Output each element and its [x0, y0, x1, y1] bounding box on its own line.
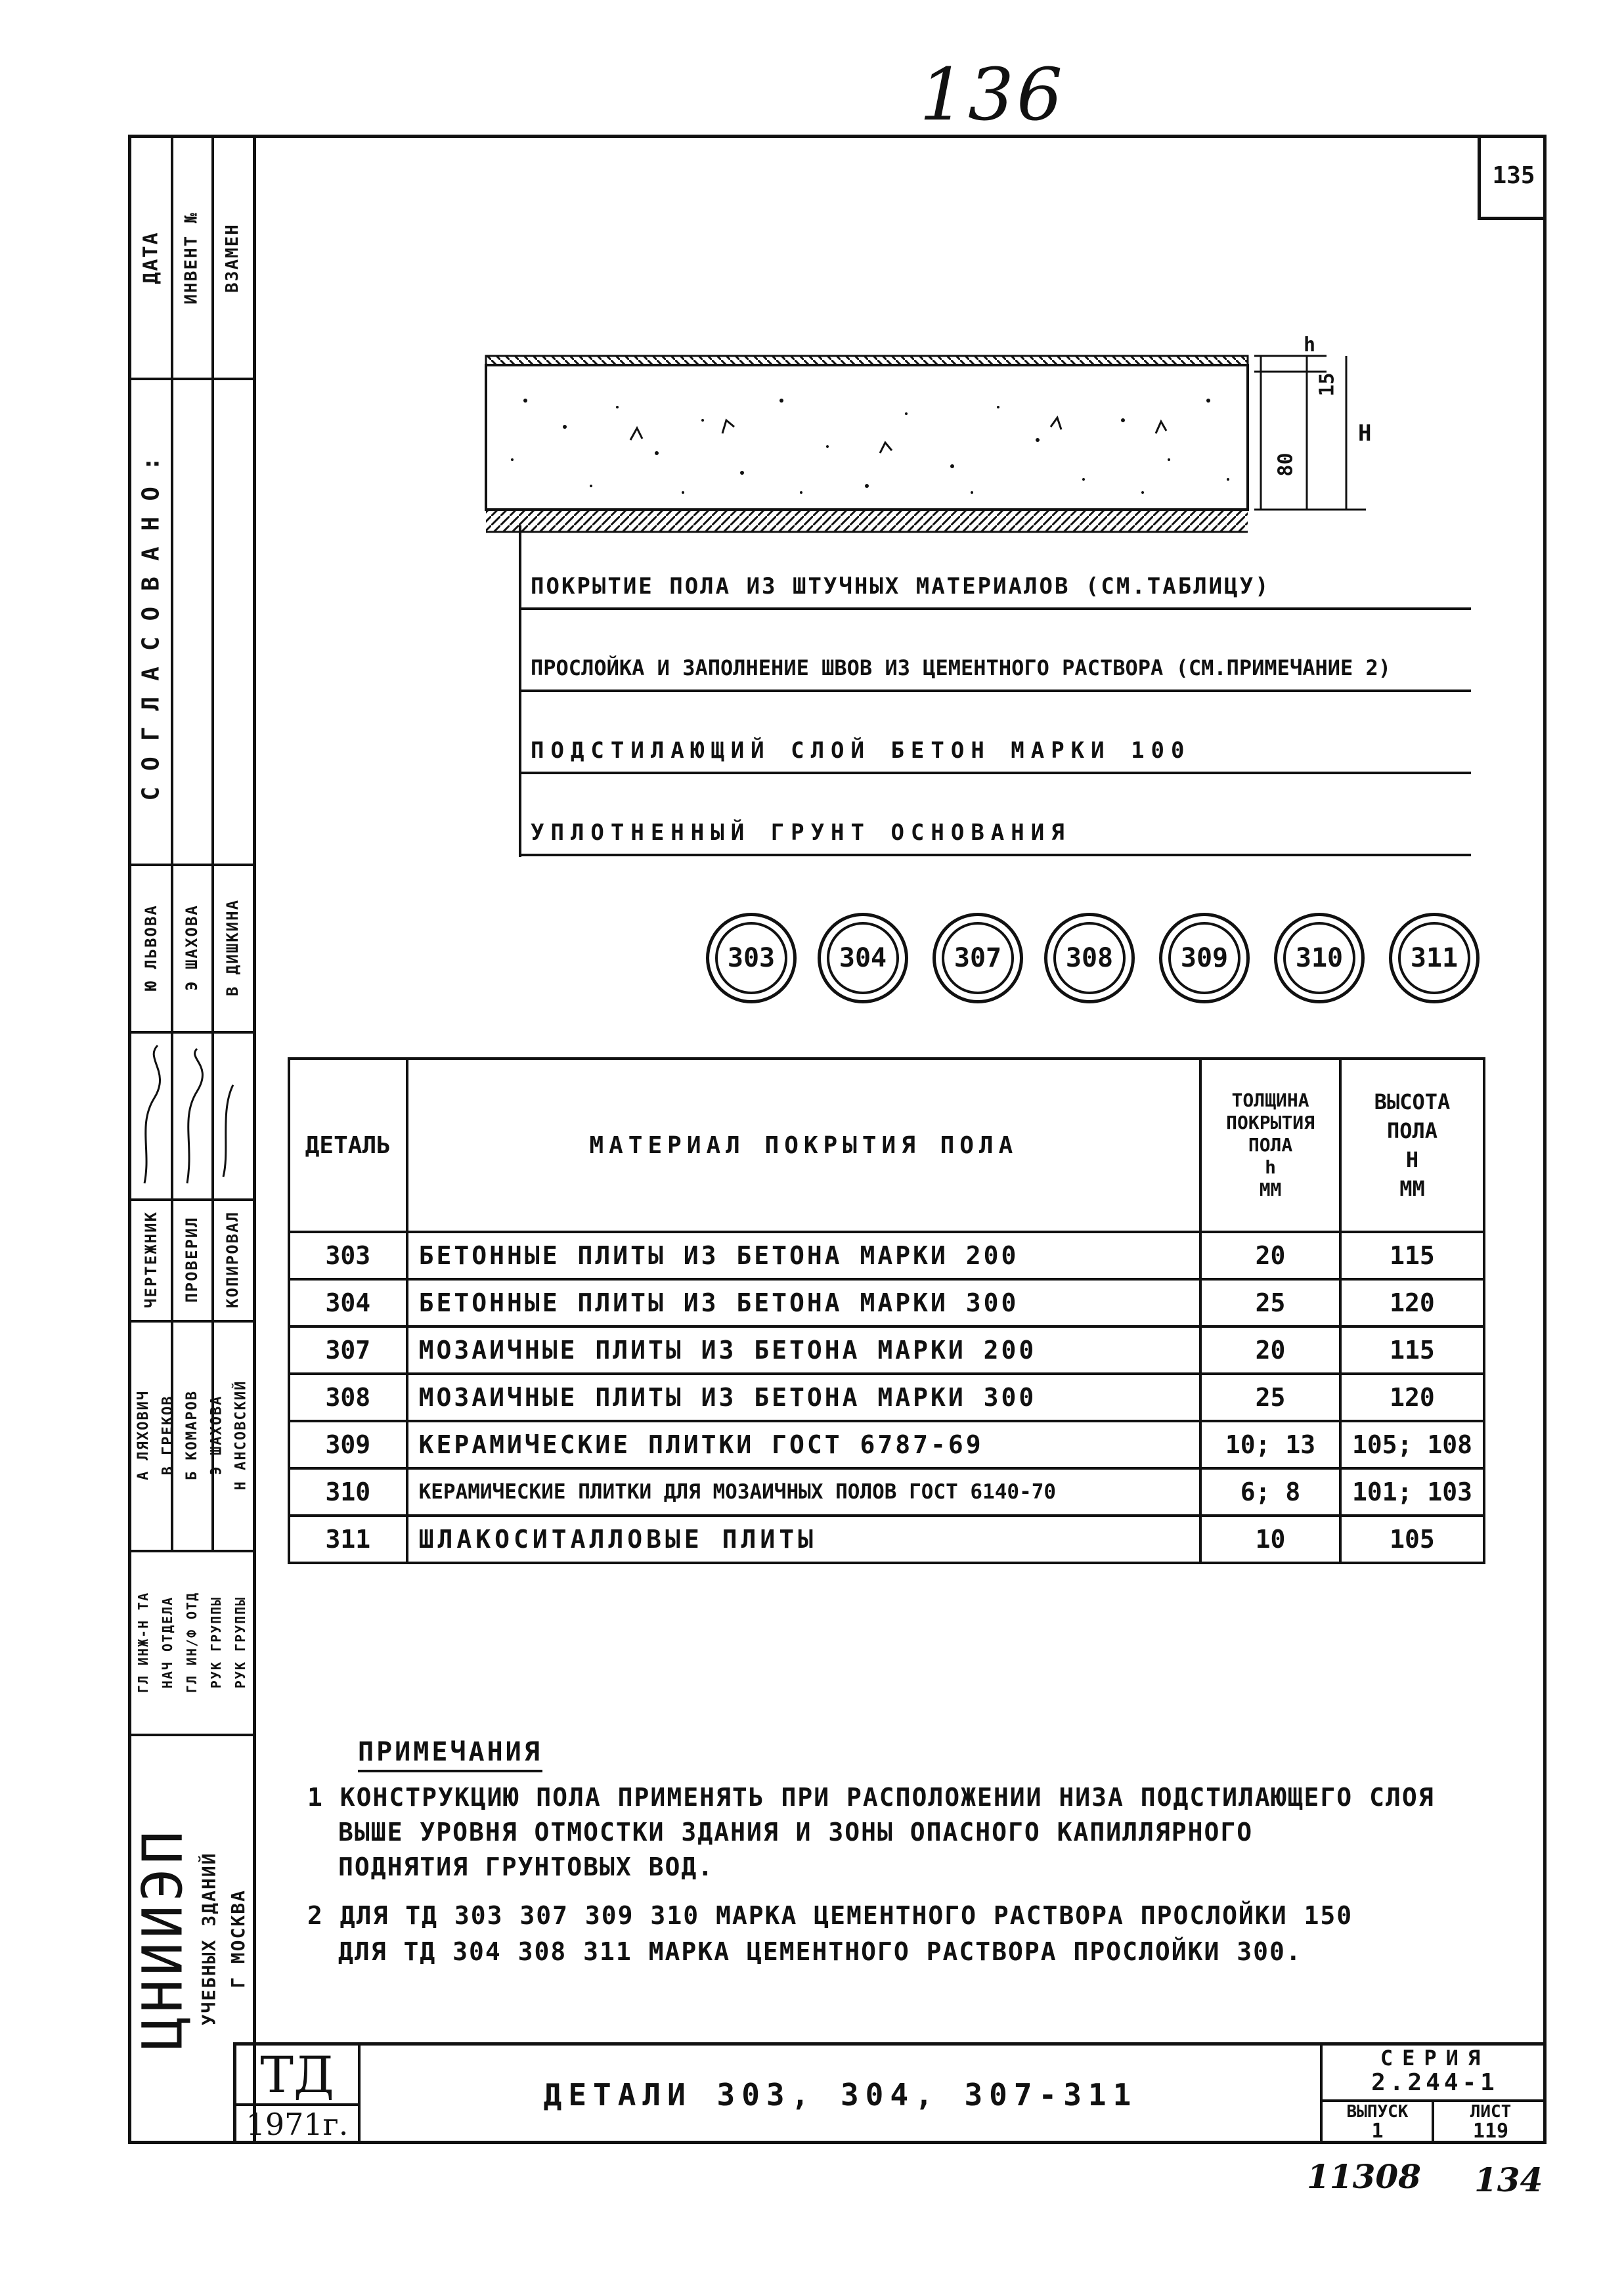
corner-sheet-box [1478, 135, 1547, 220]
cell-height: 105; 108 [1340, 1421, 1484, 1468]
sidebar-cell [172, 138, 211, 378]
note-1-line: ПОДНЯТИЯ ГРУНТОВЫХ ВОД. [338, 1852, 714, 1881]
cell-material: МОЗАИЧНЫЕ ПЛИТЫ ИЗ БЕТОНА МАРКИ 300 [407, 1374, 1201, 1421]
cell-detail: 308 [289, 1374, 407, 1421]
mark-number: 303 [727, 943, 776, 973]
sidebar-cell [131, 1551, 156, 1734]
cell-height: 101; 103 [1340, 1468, 1484, 1516]
layer-label: ПОКРЫТИЕ ПОЛА ИЗ ШТУЧНЫХ МАТЕРИАЛОВ (СМ.ТАБЛИЦУ) [531, 573, 1271, 600]
chief-role: ГЛ ИНЖ-Н ТА [135, 1591, 152, 1694]
org-city: Г МОСКВА [227, 1889, 250, 1988]
header-height-line: ВЫСОТА [1374, 1089, 1451, 1114]
corner-sheet-number: 135 [1492, 162, 1535, 189]
cell-thickness: 20 [1200, 1326, 1340, 1374]
header-detail: ДЕТАЛЬ [289, 1059, 407, 1232]
chief-role: НАЧ ОТДЕЛА [160, 1596, 176, 1689]
table-row [289, 1468, 1484, 1516]
sidebar-cell [131, 1320, 156, 1550]
title-cell [361, 2046, 1320, 2144]
code-cell [236, 2046, 358, 2103]
mark-number: 311 [1410, 943, 1459, 973]
sidebar-inventory-label: ИНВЕНТ № [182, 211, 202, 305]
series-number: 2.244-1 [1371, 2069, 1499, 2096]
sidebar-replace-label: ВЗАМЕН [223, 223, 243, 293]
header-thickness-line: h [1265, 1156, 1276, 1178]
note-1-line: 1 КОНСТРУКЦИЮ ПОЛА ПРИМЕНЯТЬ ПРИ РАСПОЛОЖЕНИИ НИЗА ПОДСТИЛАЮЩЕГО СЛОЯ [307, 1783, 1435, 1812]
sidebar-date-label: ДАТА [139, 231, 163, 284]
sidebar-cell [204, 1551, 229, 1734]
issue-cell [1323, 2102, 1432, 2144]
series-label: СЕРИЯ [1380, 2046, 1490, 2070]
table-header-row [289, 1059, 1484, 1232]
staff-name: В ДИШКИНА [223, 898, 242, 996]
sidebar-cell [131, 864, 171, 1031]
table-row [289, 1232, 1484, 1279]
sidebar-cell [131, 378, 171, 864]
sidebar-cell [180, 1551, 204, 1734]
detail-mark-308 [1044, 913, 1135, 1003]
chief-role: РУК ГРУППЫ [208, 1596, 225, 1689]
signatures-drawing [131, 1032, 253, 1198]
doc-code: ТД [260, 2045, 334, 2104]
staff-role: ЧЕРТЕЖНИК [142, 1210, 161, 1308]
detail-mark-310 [1274, 913, 1365, 1003]
layer-label: ПРОСЛОЙКА И ЗАПОЛНЕНИЕ ШВОВ ИЗ ЦЕМЕНТНОГО РАСТВОРА (СМ.ПРИМЕЧАНИЕ 2) [531, 655, 1392, 680]
cell-height: 120 [1340, 1374, 1484, 1421]
sidebar-cell [172, 1198, 211, 1320]
header-thickness-line: ПОКРЫТИЯ [1226, 1112, 1315, 1133]
top-page-number: 136 [919, 53, 1065, 137]
layer-label: ПОДСТИЛАЮЩИЙ СЛОЙ БЕТОН МАРКИ 100 [531, 737, 1191, 764]
sidebar-cell [156, 1551, 180, 1734]
dim-15-label: 15 [1315, 372, 1339, 397]
detail-mark-303 [706, 913, 797, 1003]
sidebar-cell [213, 864, 252, 1031]
title-block [233, 2042, 1547, 2144]
detail-mark-311 [1389, 913, 1480, 1003]
table-row [289, 1421, 1484, 1468]
header-height-line: ММ [1399, 1176, 1425, 1201]
sidebar-cell [131, 1735, 194, 2142]
detail-mark-307 [933, 913, 1023, 1003]
title-block-divider [1320, 2046, 1323, 2144]
sidebar-cell [180, 1320, 204, 1550]
mark-number: 304 [839, 943, 887, 973]
org-main-name: ЦНИИЭП [130, 1827, 195, 2050]
cell-thickness: 25 [1200, 1279, 1340, 1326]
cell-thickness: 10 [1200, 1516, 1340, 1563]
sidebar-cell [131, 1198, 171, 1320]
issue-label: ВЫПУСК [1346, 2102, 1409, 2122]
sidebar-cell [131, 138, 171, 378]
chief-role: ГЛ ИН/Ф ОТД [184, 1591, 200, 1694]
table-row [289, 1374, 1484, 1421]
chief-name: Э ШАХОВА [208, 1395, 225, 1475]
staff-name: Ю ЛЬВОВА [142, 904, 160, 991]
mark-number: 310 [1295, 943, 1344, 973]
note-1-line: ВЫШЕ УРОВНЯ ОТМОСТКИ ЗДАНИЯ И ЗОНЫ ОПАСНОГО КАПИЛЛЯРНОГО [338, 1818, 1254, 1847]
cell-detail: 303 [289, 1232, 407, 1279]
materials-table [288, 1057, 1485, 1564]
cell-detail: 307 [289, 1326, 407, 1374]
cell-height: 115 [1340, 1232, 1484, 1279]
chief-name: В ГРЕКОВ [160, 1395, 176, 1475]
cell-material: МОЗАИЧНЫЕ ПЛИТЫ ИЗ БЕТОНА МАРКИ 200 [407, 1326, 1201, 1374]
cell-thickness: 20 [1200, 1232, 1340, 1279]
title-block-divider [1432, 2099, 1434, 2144]
staff-role: КОПИРОВАЛ [223, 1210, 242, 1308]
leader-line [519, 607, 1471, 610]
dim-h-label: h [1304, 334, 1316, 357]
year-cell [236, 2105, 358, 2144]
cell-height: 105 [1340, 1516, 1484, 1563]
cell-detail: 311 [289, 1516, 407, 1563]
sidebar-cell [172, 864, 211, 1031]
staff-role: ПРОВЕРИЛ [183, 1216, 201, 1303]
cell-height: 120 [1340, 1279, 1484, 1326]
cell-material: КЕРАМИЧЕСКИЕ ПЛИТКИ ДЛЯ МОЗАИЧНЫХ ПОЛОВ ГОСТ 6140-70 [407, 1468, 1201, 1516]
detail-mark-309 [1159, 913, 1250, 1003]
table-row [289, 1279, 1484, 1326]
bottom-handwritten-number: 11308 [1307, 2157, 1421, 2196]
leader-line [519, 772, 1471, 774]
sidebar-cell [229, 1320, 253, 1550]
header-height [1340, 1059, 1484, 1232]
title-block-divider [358, 2046, 361, 2144]
sheet-number: 119 [1472, 2120, 1509, 2143]
cell-detail: 304 [289, 1279, 407, 1326]
series-cell [1323, 2046, 1547, 2099]
bottom-handwritten-number: 134 [1474, 2160, 1543, 2199]
header-material [407, 1059, 1201, 1232]
floor-section-diagram [473, 341, 1392, 538]
layer-label: УПЛОТНЕННЫЙ ГРУНТ ОСНОВАНИЯ [531, 820, 1071, 846]
sidebar-cell [213, 138, 252, 378]
sheet-cell [1435, 2102, 1547, 2144]
table-row [289, 1516, 1484, 1563]
cell-height: 115 [1340, 1326, 1484, 1374]
mark-number: 307 [954, 943, 1002, 973]
header-thickness-line: ТОЛЩИНА [1231, 1089, 1309, 1111]
cell-material: КЕРАМИЧЕСКИЕ ПЛИТКИ ГОСТ 6787-69 [407, 1421, 1201, 1468]
issue-number: 1 [1371, 2120, 1384, 2143]
notes-title: ПРИМЕЧАНИЯ [358, 1737, 542, 1772]
sidebar-cell [204, 1320, 229, 1550]
cell-thickness: 6; 8 [1200, 1468, 1340, 1516]
dim-80-label: 80 [1274, 452, 1298, 477]
chief-name: Б КОМАРОВ [184, 1390, 200, 1480]
org-subtitle: УЧЕБНЫХ ЗДАНИЙ [198, 1851, 220, 2026]
mark-number: 309 [1180, 943, 1229, 973]
sidebar-cell [194, 1735, 223, 2142]
mark-number: 308 [1065, 943, 1114, 973]
cell-thickness: 25 [1200, 1374, 1340, 1421]
doc-title: ДЕТАЛИ 303, 304, 307-311 [543, 2077, 1138, 2113]
sidebar-soglasovano: СОГЛАСОВАНО: [137, 440, 165, 801]
header-material-text: МАТЕРИАЛ ПОКРЫТИЯ ПОЛА [589, 1131, 1019, 1159]
cell-material: БЕТОННЫЕ ПЛИТЫ ИЗ БЕТОНА МАРКИ 200 [407, 1232, 1201, 1279]
table-row [289, 1326, 1484, 1374]
detail-mark-304 [818, 913, 908, 1003]
chief-role: РУК ГРУППЫ [232, 1596, 249, 1689]
dim-H-label: H [1358, 420, 1372, 447]
cell-detail: 309 [289, 1421, 407, 1468]
leader-line [519, 854, 1471, 856]
note-2-line: ДЛЯ ТД 304 308 311 МАРКА ЦЕМЕНТНОГО РАСТВОРА ПРОСЛОЙКИ 300. [338, 1937, 1302, 1966]
doc-year: 1971г. [246, 2107, 349, 2142]
note-2-line: 2 ДЛЯ ТД 303 307 309 310 МАРКА ЦЕМЕНТНОГО РАСТВОРА ПРОСЛОЙКИ 150 [307, 1901, 1353, 1930]
header-height-line: H [1405, 1147, 1419, 1172]
chief-name: А ЛЯХОВИЧ [135, 1390, 152, 1480]
cell-material: ШЛАКОСИТАЛЛОВЫЕ ПЛИТЫ [407, 1516, 1201, 1563]
sidebar-cell [229, 1551, 253, 1734]
staff-name: Э ШАХОВА [183, 904, 201, 991]
leader-line [519, 690, 1471, 692]
approval-sidebar [128, 135, 253, 2144]
sidebar-cell [156, 1320, 180, 1550]
header-height-line: ПОЛА [1386, 1118, 1437, 1143]
chief-name: Н АНСОВСКИЙ [232, 1380, 250, 1490]
header-thickness-line: ММ [1259, 1179, 1282, 1200]
cell-thickness: 10; 13 [1200, 1421, 1340, 1468]
header-thickness-line: ПОЛА [1248, 1134, 1293, 1156]
sheet-label: ЛИСТ [1470, 2102, 1512, 2122]
cell-material: БЕТОННЫЕ ПЛИТЫ ИЗ БЕТОНА МАРКИ 300 [407, 1279, 1201, 1326]
sidebar-cell [213, 1198, 252, 1320]
header-thickness [1200, 1059, 1340, 1232]
cell-detail: 310 [289, 1468, 407, 1516]
